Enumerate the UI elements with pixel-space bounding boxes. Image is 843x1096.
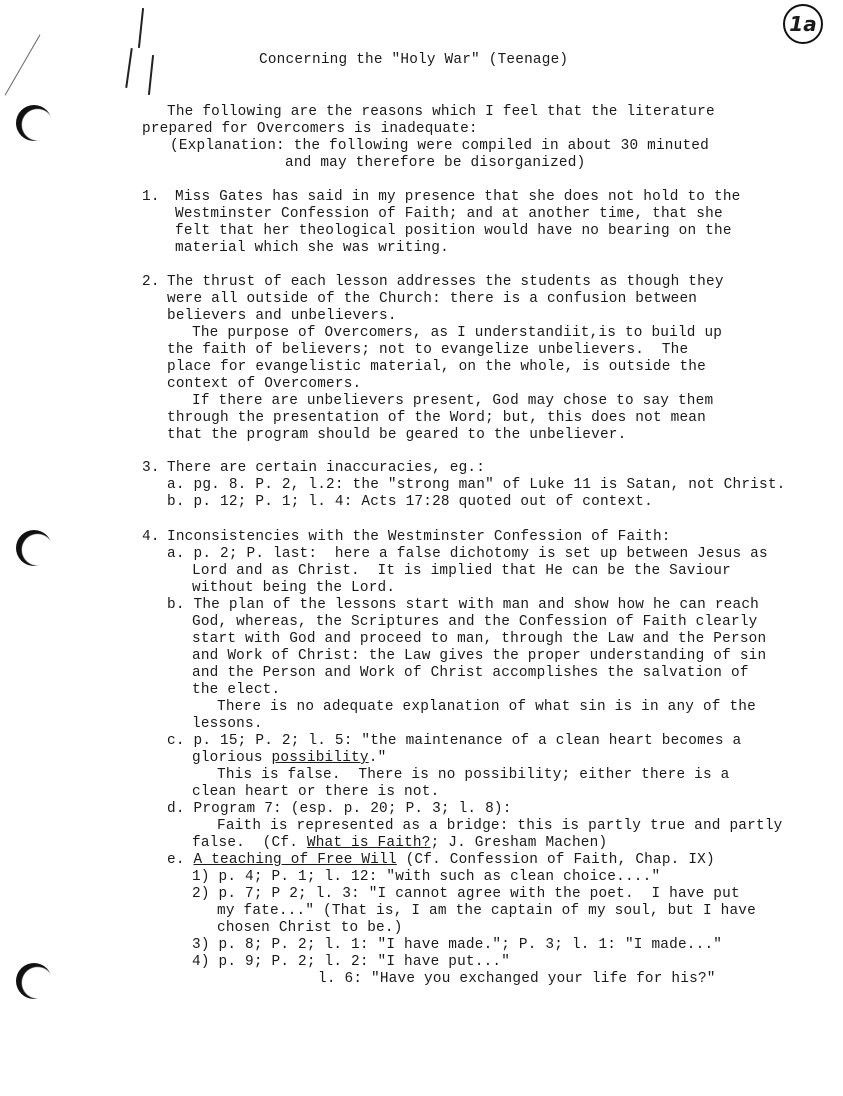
item4a-line: Lord and as Christ. It is implied that He can be the Saviour — [192, 563, 731, 579]
scan-mark — [138, 8, 144, 48]
item4e-sub-line: 3) p. 8; P. 2; l. 1: "I have made."; P. 3; l. 1: "I made..." — [192, 937, 723, 953]
item4d-line: d. Program 7: (esp. p. 20; P. 3; l. 8): — [167, 801, 512, 817]
item4e-sub-line: 1) p. 4; P. 1; l. 12: "with such as clean choice...." — [192, 869, 661, 885]
item2-line: believers and unbelievers. — [167, 308, 397, 324]
item4e-sub-line: l. 6: "Have you exchanged your life for his?" — [318, 971, 716, 987]
intro-line: prepared for Overcomers is inadequate: — [142, 121, 478, 137]
item2-line: that the program should be geared to the unbeliever. — [167, 427, 627, 443]
intro-line: and may therefore be disorganized) — [285, 155, 586, 171]
item4e-sub-line: 2) p. 7; P 2; l. 3: "I cannot agree with the poet. I have put — [192, 886, 740, 902]
item4b-line: and the Person and Work of Christ accomplishes the salvation of — [192, 665, 749, 681]
item2-line: If there are unbelievers present, God may chose to say them — [192, 393, 714, 409]
underlined-text: possibility — [271, 750, 369, 766]
underlined-text: A teaching of Free Will — [193, 852, 397, 868]
item4d-line: Faith is represented as a bridge: this is partly true and partly — [217, 818, 783, 834]
punch-hole-bottom — [16, 963, 52, 999]
item3-line: a. pg. 8. P. 2, l.2: the "strong man" of Luke 11 is Satan, not Christ. — [167, 477, 786, 493]
item2-line: The purpose of Overcomers, as I understandiit,is to build up — [192, 325, 723, 341]
page-title: Concerning the "Holy War" (Teenage) — [259, 52, 569, 68]
item4b-line: There is no adequate explanation of what sin is in any of the — [217, 699, 756, 715]
item4b-line: b. The plan of the lessons start with man and show how he can reach — [167, 597, 759, 613]
item4-heading: Inconsistencies with the Westminster Confession of Faith: — [167, 529, 671, 545]
underlined-text: What is Faith? — [306, 835, 431, 851]
item4d-line: false. (Cf. What is Faith?; J. Gresham Machen) — [192, 835, 608, 851]
item1-line: Miss Gates has said in my presence that she does not hold to the — [175, 189, 741, 205]
scan-mark — [5, 34, 41, 95]
punch-hole-top — [16, 105, 52, 141]
item2-line: context of Overcomers. — [167, 376, 362, 392]
item4e-sub-line: chosen Christ to be.) — [217, 920, 403, 936]
item2-line: The thrust of each lesson addresses the students as though they — [167, 274, 724, 290]
item1-line: material which she was writing. — [175, 240, 449, 256]
intro-line: The following are the reasons which I feel that the literature — [167, 104, 715, 120]
item-number: 3. — [142, 460, 160, 476]
item4e-sub-line: my fate..." (That is, I am the captain of my soul, but I have — [217, 903, 756, 919]
item1-line: Westminster Confession of Faith; and at another time, that she — [175, 206, 723, 222]
item1-line: felt that her theological position would have no bearing on the — [175, 223, 732, 239]
item4a-line: without being the Lord. — [192, 580, 396, 596]
intro-line: (Explanation: the following were compiled in about 30 minuted — [170, 138, 709, 154]
item2-line: were all outside of the Church: there is a confusion between — [167, 291, 698, 307]
item3-line: b. p. 12; P. 1; l. 4: Acts 17:28 quoted out of context. — [167, 494, 653, 510]
item-number: 1. — [142, 189, 160, 205]
scan-mark — [125, 48, 133, 88]
item4b-line: start with God and proceed to man, through the Law and the Person — [192, 631, 767, 647]
item4c-line: This is false. There is no possibility; either there is a — [217, 767, 730, 783]
item4c-line: clean heart or there is not. — [192, 784, 440, 800]
item-number: 4. — [142, 529, 160, 545]
item2-line: the faith of believers; not to evangelize unbelievers. The — [167, 342, 689, 358]
item4c-line: glorious possibility." — [192, 750, 387, 766]
item4b-line: and Work of Christ: the Law gives the proper understanding of sin — [192, 648, 767, 664]
punch-hole-middle — [16, 530, 52, 566]
item-number: 2. — [142, 274, 160, 290]
item4e-line: e. A teaching of Free Will (Cf. Confession of Faith, Chap. IX) — [167, 852, 715, 868]
item4e-sub-line: 4) p. 9; P. 2; l. 2: "I have put..." — [192, 954, 511, 970]
item3-line: There are certain inaccuracies, eg.: — [167, 460, 486, 476]
page-number: 1a — [783, 4, 823, 44]
item4a-line: a. p. 2; P. last: here a false dichotomy is set up between Jesus as — [167, 546, 768, 562]
item4c-line: c. p. 15; P. 2; l. 5: "the maintenance of a clean heart becomes a — [167, 733, 742, 749]
item4b-line: lessons. — [192, 716, 263, 732]
item2-line: place for evangelistic material, on the whole, is outside the — [167, 359, 706, 375]
scan-mark — [148, 55, 154, 95]
item4b-line: the elect. — [192, 682, 281, 698]
item2-line: through the presentation of the Word; but, this does not mean — [167, 410, 706, 426]
item4b-line: God, whereas, the Scriptures and the Confession of Faith clearly — [192, 614, 758, 630]
